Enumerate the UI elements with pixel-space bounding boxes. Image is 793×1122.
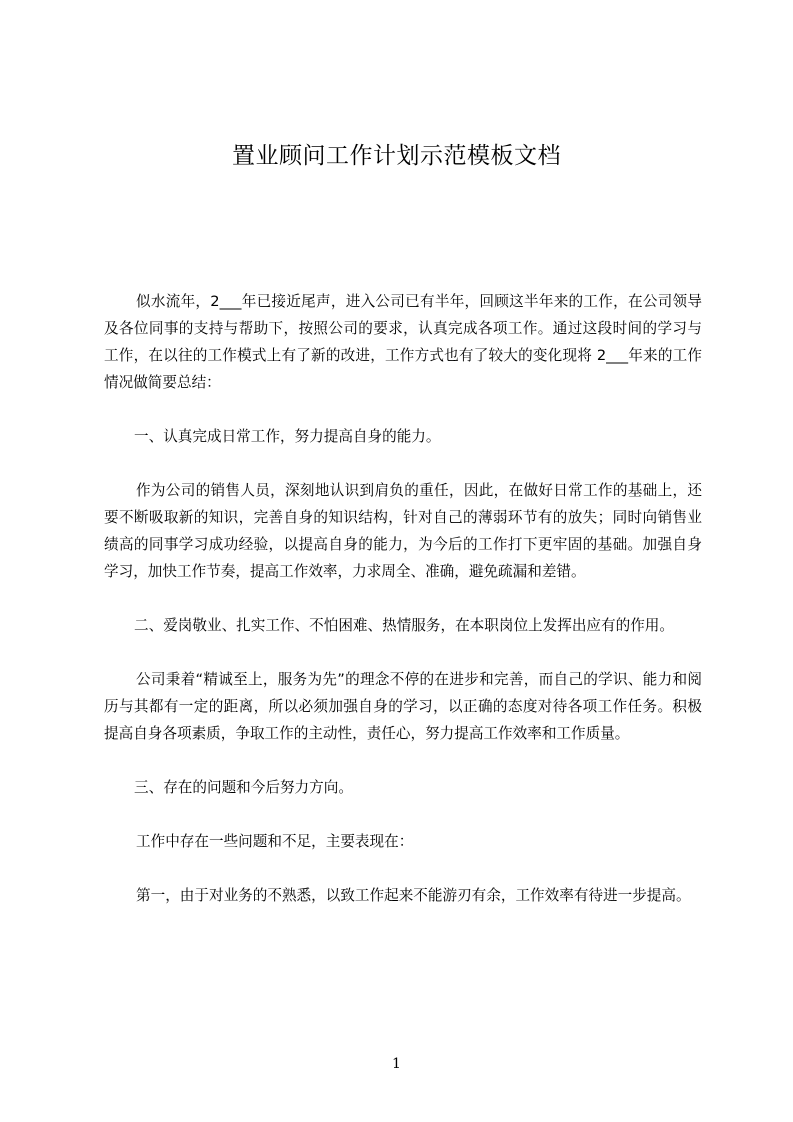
section-heading-2: 二、爱岗敬业、扎实工作、不怕困难、热情服务，在本职岗位上发挥出应有的作用。 <box>134 617 674 634</box>
paragraph-section-1: 作为公司的销售人员，深刻地认识到肩负的重任，因此，在做好日常工作的基础上，还要不断吸取新的知识，完善自身的知识结构，针对自己的薄弱环节有的放失；同时向销售业绩高的同事学习成功经验，以提高自身的能力，为今后的工作打下更牢固的基础。加强自身学习，加快工作节奏，提高工作效率，力求周全、准确，避免疏漏和差错。 <box>104 482 702 580</box>
paragraph-section-2: 公司秉着“精诚至上，服务为先”的理念不停的在进步和完善，而自己的学识、能力和阅历与其都有一定的距离，所以必须加强自身的学习，以正确的态度对待各项工作任务。积极提高自身各项素质，争取工作的主动性，责任心，努力提高工作效率和工作质量。 <box>104 671 702 742</box>
paragraph-intro: 似水流年，2___年已接近尾声，进入公司已有半年，回顾这半年来的工作，在公司领导及各位同事的支持与帮助下，按照公司的要求，认真完成各项工作。通过这段时间的学习与工作，在以往的工作模式上有了新的改进，工作方式也有了较大的变化现将 2___年来的工作情况做简要总结： <box>104 293 702 391</box>
section-heading-1: 一、认真完成日常工作，努力提高自身的能力。 <box>134 428 441 445</box>
document-body <box>104 288 702 936</box>
paragraph-problem-1: 第一，由于对业务的不熟悉，以致工作起来不能游刃有余，工作效率有待进一步提高。 <box>136 887 691 904</box>
page-number: 1 <box>392 1056 401 1072</box>
section-heading-3: 三、存在的问题和今后努力方向。 <box>134 779 353 796</box>
paragraph-problems-intro: 工作中存在一些问题和不足，主要表现在： <box>136 833 414 850</box>
document-title: 置业顾问工作计划示范模板文档 <box>232 143 561 169</box>
